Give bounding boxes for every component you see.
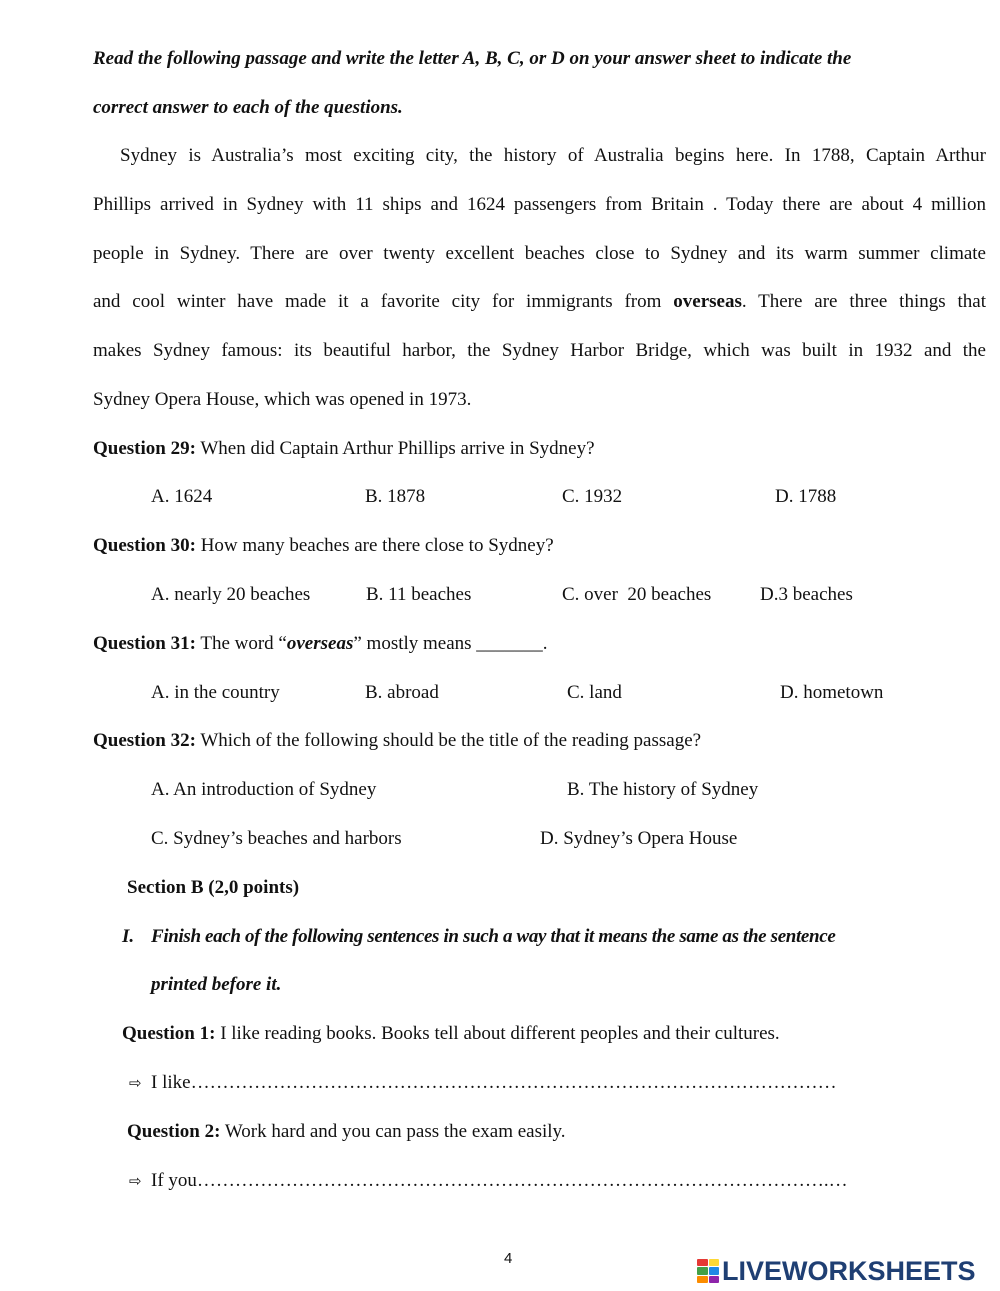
liveworksheets-brand-text: LIVEWORKSHEETS <box>722 1255 976 1286</box>
passage-line-4 <box>93 290 986 314</box>
rewrite-question-2 <box>127 1120 566 1144</box>
rewrite-answer-1[interactable] <box>129 1071 837 1095</box>
q31-option-d[interactable]: D. hometown <box>780 682 884 703</box>
question-31-label: Question 31: <box>93 633 196 654</box>
q30-option-d[interactable]: D.3 beaches <box>760 584 853 605</box>
instruction-line-2: correct answer to each of the questions. <box>93 97 403 118</box>
rewrite-question-2-label: Question 2: <box>127 1121 221 1142</box>
rewrite-question-1-label: Question 1: <box>122 1023 216 1044</box>
logo-block-2 <box>709 1259 720 1266</box>
section-b-instruction-line-2: printed before it. <box>151 974 282 995</box>
rewrite-question-2-text: Work hard and you can pass the exam easily. <box>220 1121 566 1142</box>
question-30-label: Question 30: <box>93 535 196 556</box>
logo-block-4 <box>709 1267 720 1274</box>
liveworksheets-logo-icon <box>697 1259 719 1283</box>
passage-line-4-after: . There are three things that <box>741 291 986 312</box>
passage-line-1: Sydney is Australia’s most exciting city, the history of Australia begins here. In 1788, Captain Arthur <box>120 145 986 166</box>
q31-option-b[interactable]: B. abroad <box>365 682 439 703</box>
instruction-line-1: Read the following passage and write the letter A, B, C, or D on your answer sheet to indicate the <box>93 48 852 69</box>
rewrite-answer-1-text: I like………………………………………………………………………………………… <box>151 1072 837 1093</box>
logo-block-5 <box>697 1276 708 1283</box>
section-b-part-number: I. <box>122 926 135 947</box>
passage-line-6: Sydney Opera House, which was opened in 1973. <box>93 389 472 410</box>
q29-option-a[interactable]: A. 1624 <box>151 486 213 507</box>
question-31-text-before: The word “ <box>195 633 287 654</box>
q32-option-c[interactable]: C. Sydney’s beaches and harbors <box>151 828 402 849</box>
q29-option-b[interactable]: B. 1878 <box>365 486 426 507</box>
q29-option-d[interactable]: D. 1788 <box>775 486 837 507</box>
section-b-title: Section B (2,0 points) <box>127 877 300 898</box>
arrow-right-icon: ⇨ <box>129 1172 142 1190</box>
question-31-keyword: overseas <box>286 633 354 654</box>
q31-option-c[interactable]: C. land <box>567 682 622 703</box>
q31-option-a[interactable]: A. in the country <box>151 682 280 703</box>
page-number: 4 <box>504 1250 513 1267</box>
logo-block-3 <box>697 1267 708 1274</box>
question-31-text-after: ” mostly means _______. <box>353 633 548 654</box>
question-32-label: Question 32: <box>93 730 196 751</box>
passage-keyword-overseas: overseas <box>673 291 742 312</box>
rewrite-question-1-text: I like reading books. Books tell about different peoples and their cultures. <box>215 1023 780 1044</box>
passage-line-2: Phillips arrived in Sydney with 11 ships and 1624 passengers from Britain . Today there are about 4 million <box>93 194 986 215</box>
q32-option-a[interactable]: A. An introduction of Sydney <box>151 779 377 800</box>
passage-line-4-before: and cool winter have made it a favorite city for immigrants from <box>93 291 674 312</box>
rewrite-answer-2-text: If you……………………………………………………………………………………….… <box>151 1170 848 1191</box>
q30-option-c[interactable]: C. over 20 beaches <box>562 584 712 605</box>
passage-line-3: people in Sydney. There are over twenty excellent beaches close to Sydney and its warm summer climate <box>93 243 986 264</box>
liveworksheets-logo[interactable] <box>697 1255 976 1287</box>
logo-block-1 <box>697 1259 708 1266</box>
arrow-right-icon: ⇨ <box>129 1074 142 1092</box>
passage-line-5: makes Sydney famous: its beautiful harbor, the Sydney Harbor Bridge, which was built in 1932 and the <box>93 340 986 361</box>
question-31 <box>93 632 548 656</box>
q30-option-a[interactable]: A. nearly 20 beaches <box>151 584 311 605</box>
question-29-text: When did Captain Arthur Phillips arrive in Sydney? <box>195 438 595 459</box>
q30-option-b[interactable]: B. 11 beaches <box>366 584 472 605</box>
q32-option-d[interactable]: D. Sydney’s Opera House <box>540 828 738 849</box>
question-32-text: Which of the following should be the title of the reading passage? <box>195 730 702 751</box>
section-b-instruction-line-1: Finish each of the following sentences in such a way that it means the same as the sentence <box>151 926 836 947</box>
rewrite-answer-2[interactable] <box>129 1169 848 1193</box>
question-30 <box>93 534 554 558</box>
q32-option-b[interactable]: B. The history of Sydney <box>567 779 759 800</box>
rewrite-question-1 <box>122 1022 780 1046</box>
question-29-label: Question 29: <box>93 438 196 459</box>
question-32 <box>93 729 701 753</box>
question-29 <box>93 437 595 461</box>
question-30-text: How many beaches are there close to Sydney? <box>195 535 554 556</box>
logo-block-6 <box>709 1276 720 1283</box>
q29-option-c[interactable]: C. 1932 <box>562 486 623 507</box>
